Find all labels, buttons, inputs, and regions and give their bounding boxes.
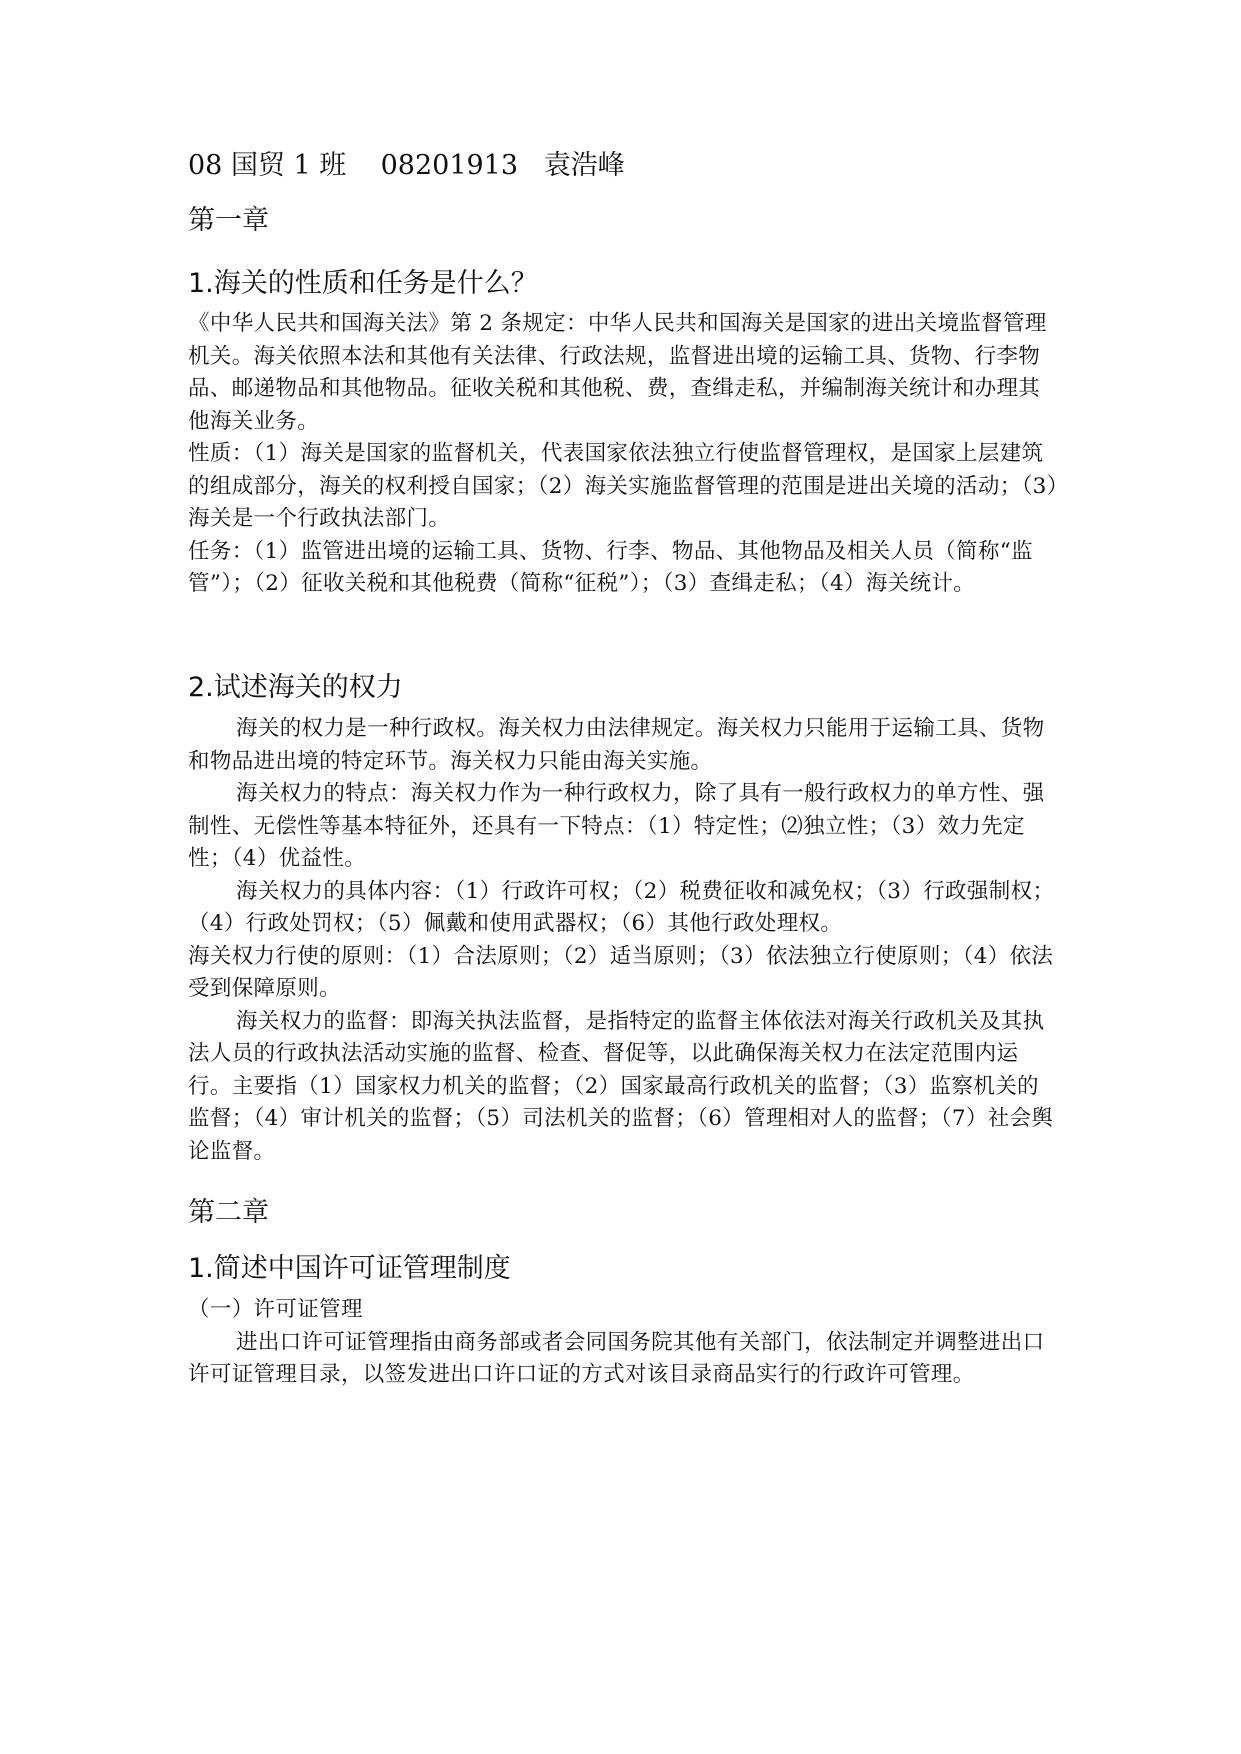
ch2-q1-body (188, 1294, 1058, 1392)
ch1-q1-title: 1.海关的性质和任务是什么？ (188, 268, 538, 299)
ch2-q1-title: 1.简述中国许可证管理制度 (188, 1253, 511, 1284)
ch1-q1-paragraph-3: 任务：（1）监管进出境的运输工具、货物、行李、物品、其他物品及相关人员（简称“监管”）；（2）征收关税和其他税费（简称“征税”）；（3）查缉走私；（4）海关统计。 (188, 538, 1033, 596)
ch1-q2-paragraph-2: 海关权力的特点：海关权力作为一种行政权力，除了具有一般行政权力的单方性、强制性、无偿性等基本特征外，还具有一下特点：（1）特定性；⑵独立性；（3）效力先定性；（4）优益性。 (188, 781, 1045, 871)
ch1-q1-paragraph-1: 《中华人民共和国海关法》第 2 条规定：中华人民共和国海关是国家的进出关境监督管理机关。海关依照本法和其他有关法律、行政法规，监督进出境的运输工具、货物、行李物品、邮递物品和其他物品。征收关税和其他税、费，查缉走私，并编制海关统计和办理其他海关业务。 (188, 311, 1047, 434)
ch1-q1-paragraph-2: 性质：（1）海关是国家的监督机关，代表国家依法独立行使监督管理权，是国家上层建筑的组成部分，海关的权利授自国家；（2）海关实施监督管理的范围是进出关境的活动；（3）海关是一个行政执法部门。 (188, 441, 1058, 531)
ch1-q2-paragraph-5: 海关权力的监督：即海关执法监督，是指特定的监督主体依法对海关行政机关及其执法人员的行政执法活动实施的监督、检查、督促等，以此确保海关权力在法定范围内运行。主要指（1）国家权力机关的监督；（2）国家最高行政机关的监督；（3）监察机关的监督；（4）审计机关的监督；（5）司法机关的监督；（6）管理相对人的监督；（7）社会舆论监督。 (188, 1008, 1054, 1164)
ch1-q2-paragraph-4: 海关权力行使的原则：（1）合法原则；（2）适当原则；（3）依法独立行使原则；（4）依法受到保障原则。 (188, 943, 1054, 1001)
ch2-q1-paragraph-1: 进出口许可证管理指由商务部或者会同国务院其他有关部门，依法制定并调整进出口许可证管理目录，以签发进出口许口证的方式对该目录商品实行的行政许可管理。 (188, 1329, 1045, 1387)
chapter-2-title: 第二章 (188, 1197, 269, 1228)
ch2-q1-subtitle: （一）许可证管理 (188, 1297, 363, 1322)
chapter-1-title: 第一章 (188, 205, 269, 236)
student-header: 08 国贸 1 班 08201913 袁浩峰 (188, 150, 625, 181)
ch1-q2-paragraph-1: 海关的权力是一种行政权。海关权力由法律规定。海关权力只能用于运输工具、货物和物品进出境的特定环节。海关权力只能由海关实施。 (188, 716, 1045, 774)
ch1-q2-title: 2.试述海关的权力 (188, 672, 403, 703)
ch1-q2-body (188, 713, 1058, 1168)
ch1-q2-paragraph-3: 海关权力的具体内容：（1）行政许可权；（2）税费征收和减免权；（3）行政强制权；（4）行政处罚权；（5）佩戴和使用武器权；（6）其他行政处理权。 (188, 878, 1055, 936)
ch1-q1-body (188, 308, 1058, 601)
